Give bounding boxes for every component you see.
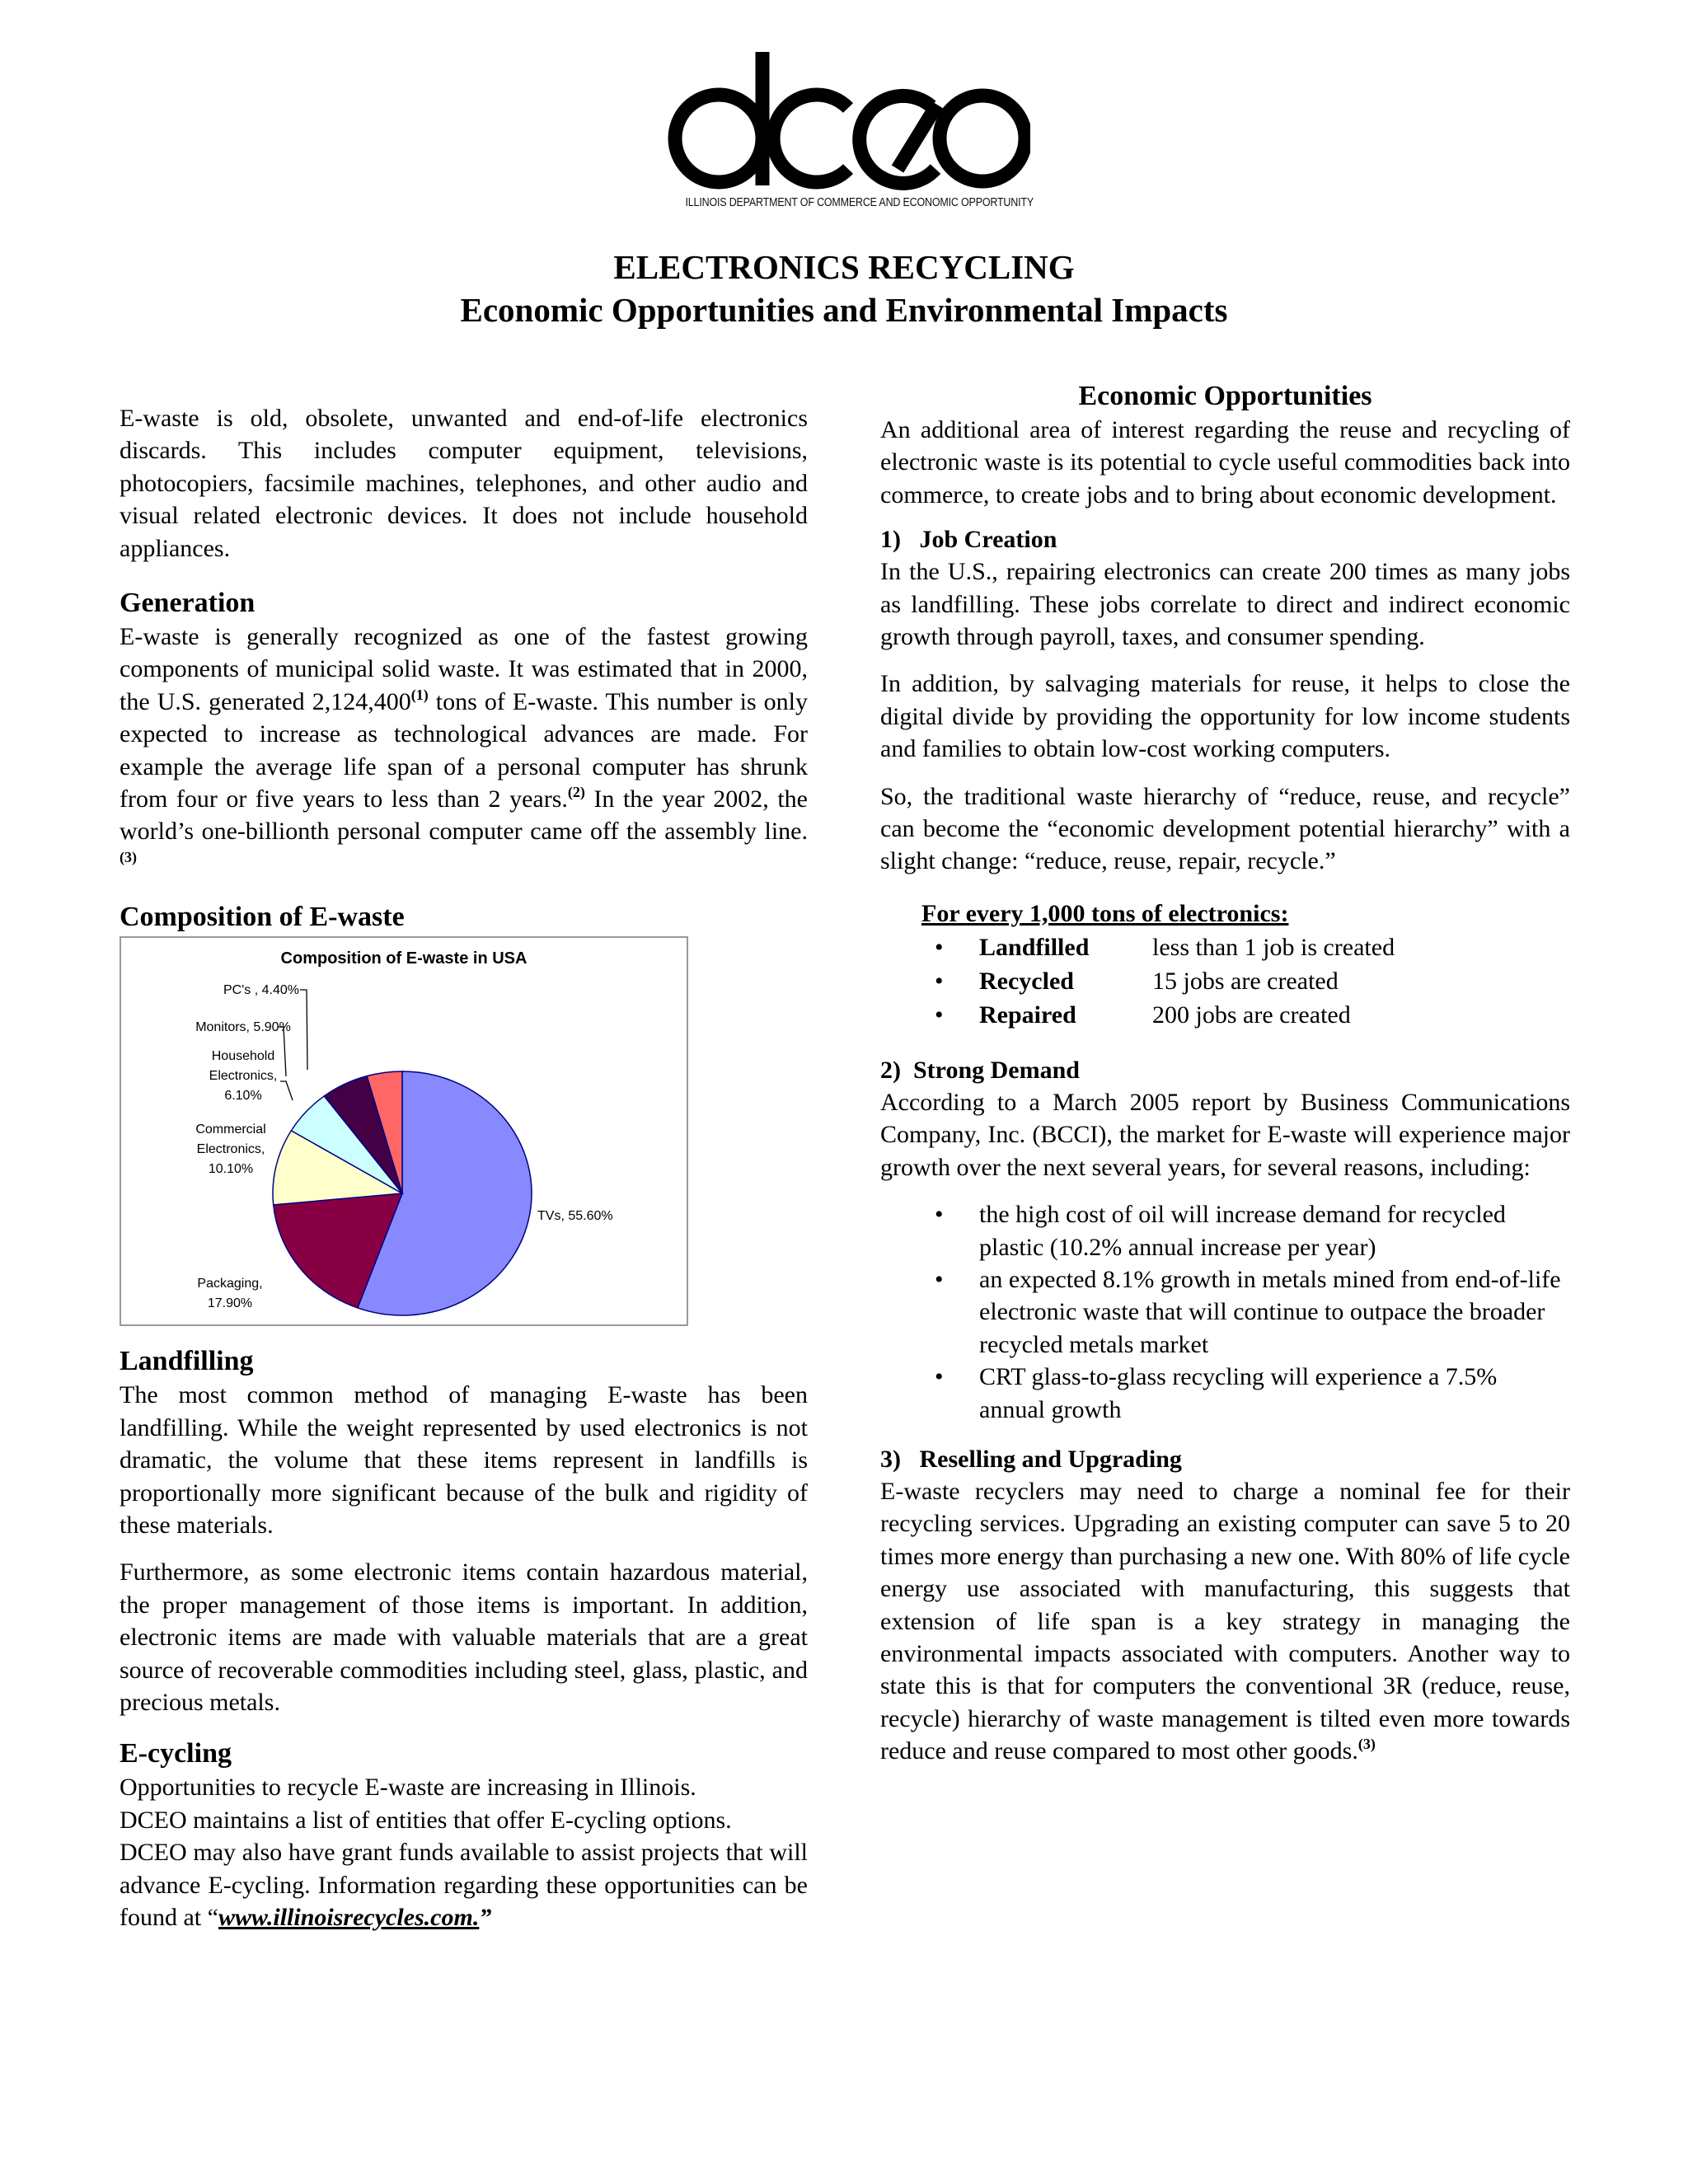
ecycling-paragraph (120, 1836, 808, 1933)
economic-opportunities-heading: Economic Opportunities (1078, 381, 1372, 411)
label-household-electronics: Household Electronics, 6.10% (209, 1049, 278, 1104)
label-monitors: Monitors, 5.90% (195, 1020, 291, 1035)
composition-heading: Composition of E-waste (120, 902, 405, 933)
jobs-list-item (880, 998, 1570, 1032)
bullet-icon: • (935, 933, 944, 961)
job-creation-paragraph-1: In the U.S., repairing electronics can create 200 times as many jobs as landfilling. These jobs correlate to direct and indirect economic growth through payroll, taxes, and consumer spending. (880, 558, 1570, 651)
demand-reasons-list (880, 1198, 1570, 1426)
bullet-icon: • (935, 1265, 944, 1293)
dceo-logo (659, 45, 1034, 214)
generation-text-1: E-waste is generally recognized as one of the fastest growing components of municipal solid waste. It was estimated that in 2000, the U.S. generated 2,124,400 (120, 623, 808, 715)
page-title: ELECTRONICS RECYCLING (613, 248, 1075, 286)
jobs-table-heading: For every 1,000 tons of electronics: (921, 899, 1289, 927)
reason-text: an expected 8.1% growth in metals mined from end-of-life electronic waste that will continue to outpace the broader recycled metals market (979, 1265, 1561, 1358)
bullet-icon: • (935, 967, 944, 995)
reason-text: CRT glass-to-glass recycling will experience a 7.5% annual growth (979, 1363, 1498, 1423)
jobs-list-item (880, 964, 1570, 998)
leader-line (278, 1027, 286, 1076)
generation-text-2: tons of E-waste. This number is only expected to increase as technological advances are made. For example the average life span of a personal computer has shrunk from four or five years to less than 2 years. (120, 687, 808, 813)
reference-marker: (3) (1357, 1736, 1376, 1753)
landfilling-paragraph-2: Furthermore, as some electronic items contain hazardous material, the proper management of those items is important. In addition, electronic items are made with valuable materials that are a great source of recoverable commodities including steel, glass, plastic, and precious metals. (120, 1558, 808, 1716)
job-creation-paragraph-2: In addition, by salvaging materials for reuse, it helps to close the digital divide by providing the opportunity for low income students and families to obtain low-cost working computers. (880, 670, 1570, 763)
reselling-text: E-waste recyclers may need to charge a nominal fee for their recycling services. Upgrading an existing computer can save 5 to 20 times more energy than purchasing a new one. With 80% of life cycle energy use associated with manufacturing, this suggests that extension of life span is a key strategy in managing the environmental impacts associated with computers. Another way to state this is that for computers the conventional 3R (reduce, reuse, recycle) hierarchy of waste management is tilted even more towards reduce and reuse compared to most other goods. (880, 1477, 1570, 1765)
reference-marker: (1) (410, 686, 429, 703)
jobs-value: less than 1 job is created (1152, 933, 1395, 961)
pie-chart (120, 936, 688, 1326)
job-creation-paragraph-3: So, the traditional waste hierarchy of “reduce, reuse, and recycle” can become the “economic development potential hierarchy” with a slight change: “reduce, reuse, repair, recycle.” (880, 782, 1570, 875)
economic-intro-paragraph: An additional area of interest regarding the reuse and recycling of electronic waste is its potential to cycle useful commodities back into commerce, to create jobs and to bring about economic development. (880, 416, 1570, 509)
dceo-wordmark-icon (659, 45, 1030, 194)
close-quote: ” (479, 1903, 492, 1931)
jobs-list (880, 930, 1570, 1032)
ecycling-line-2: DCEO maintains a list of entities that offer E-cycling options. (120, 1806, 732, 1834)
generation-paragraph (120, 621, 808, 880)
bullet-icon: • (935, 1363, 944, 1391)
label-pcs: PC's , 4.40% (223, 983, 299, 998)
reason-text: the high cost of oil will increase demand for recycled plastic (10.2% annual increase per year) (979, 1201, 1506, 1261)
right-column (880, 379, 1570, 1768)
bullet-icon: • (935, 1201, 944, 1229)
label-tvs: TVs, 55.60% (537, 1209, 613, 1224)
pie-chart-graphic (121, 938, 687, 1324)
leader-line (280, 1081, 293, 1100)
reference-marker: (2) (567, 784, 585, 801)
left-column (120, 379, 808, 1933)
ecycling-text: DCEO may also have grant funds available to assist projects that will advance E-cycling. Information regarding these opportunities can be found at “ (120, 1839, 808, 1931)
strong-demand-heading: 2) Strong Demand (880, 1056, 1080, 1084)
jobs-label: Landfilled (979, 933, 1090, 961)
jobs-label: Repaired (979, 1001, 1076, 1029)
reference-marker: (3) (120, 848, 137, 865)
logo-subtitle: ILLINOIS DEPARTMENT OF COMMERCE AND ECONOMIC OPPORTUNITY (685, 196, 1034, 209)
label-packaging: Packaging, 17.90% (197, 1277, 263, 1311)
reselling-paragraph (880, 1475, 1570, 1768)
label-commercial-electronics: Commercial Electronics, 10.10% (195, 1122, 266, 1177)
landfilling-heading: Landfilling (120, 1346, 254, 1377)
leader-line (300, 990, 307, 1070)
reason-list-item (880, 1198, 1570, 1263)
landfilling-paragraph-1: The most common method of managing E-waste has been landfilling. While the weight represented by used electronics is not dramatic, the volume that these items represent in landfills is proportionally more significant because of the bulk and rigidity of these materials. (120, 1381, 808, 1539)
jobs-list-item (880, 930, 1570, 964)
ecycling-heading: E-cycling (120, 1738, 232, 1769)
generation-heading: Generation (120, 588, 256, 619)
bullet-icon: • (935, 1001, 944, 1029)
chart-title: Composition of E-waste in USA (280, 949, 528, 968)
document-title-block (0, 246, 1688, 331)
job-creation-heading: 1) Job Creation (880, 526, 1057, 554)
reason-list-item (880, 1263, 1570, 1361)
illinoisrecycles-link[interactable]: www.illinoisrecycles.com. (218, 1903, 480, 1931)
ecycling-line-1: Opportunities to recycle E-waste are increasing in Illinois. (120, 1774, 696, 1802)
generation-text-3: In the year 2002, the world’s one-billionth personal computer came off the assembly line. (120, 785, 808, 846)
jobs-value: 15 jobs are created (1152, 967, 1339, 995)
intro-paragraph: E-waste is old, obsolete, unwanted and end-of-life electronics discards. This includes computer equipment, televisions, photocopiers, facsimile machines, telephones, and other audio and visual related electronic devices. It does not include household appliances. (120, 405, 808, 562)
jobs-label: Recycled (979, 967, 1074, 995)
jobs-value: 200 jobs are created (1152, 1001, 1351, 1029)
reselling-heading: 3) Reselling and Upgrading (880, 1445, 1182, 1473)
page-subtitle: Economic Opportunities and Environmental Impacts (460, 291, 1228, 329)
strong-demand-paragraph: According to a March 2005 report by Business Communications Company, Inc. (BCCI), the market for E-waste will experience major growth over the next several years, for several reasons, including: (880, 1088, 1570, 1181)
reason-list-item (880, 1361, 1570, 1426)
